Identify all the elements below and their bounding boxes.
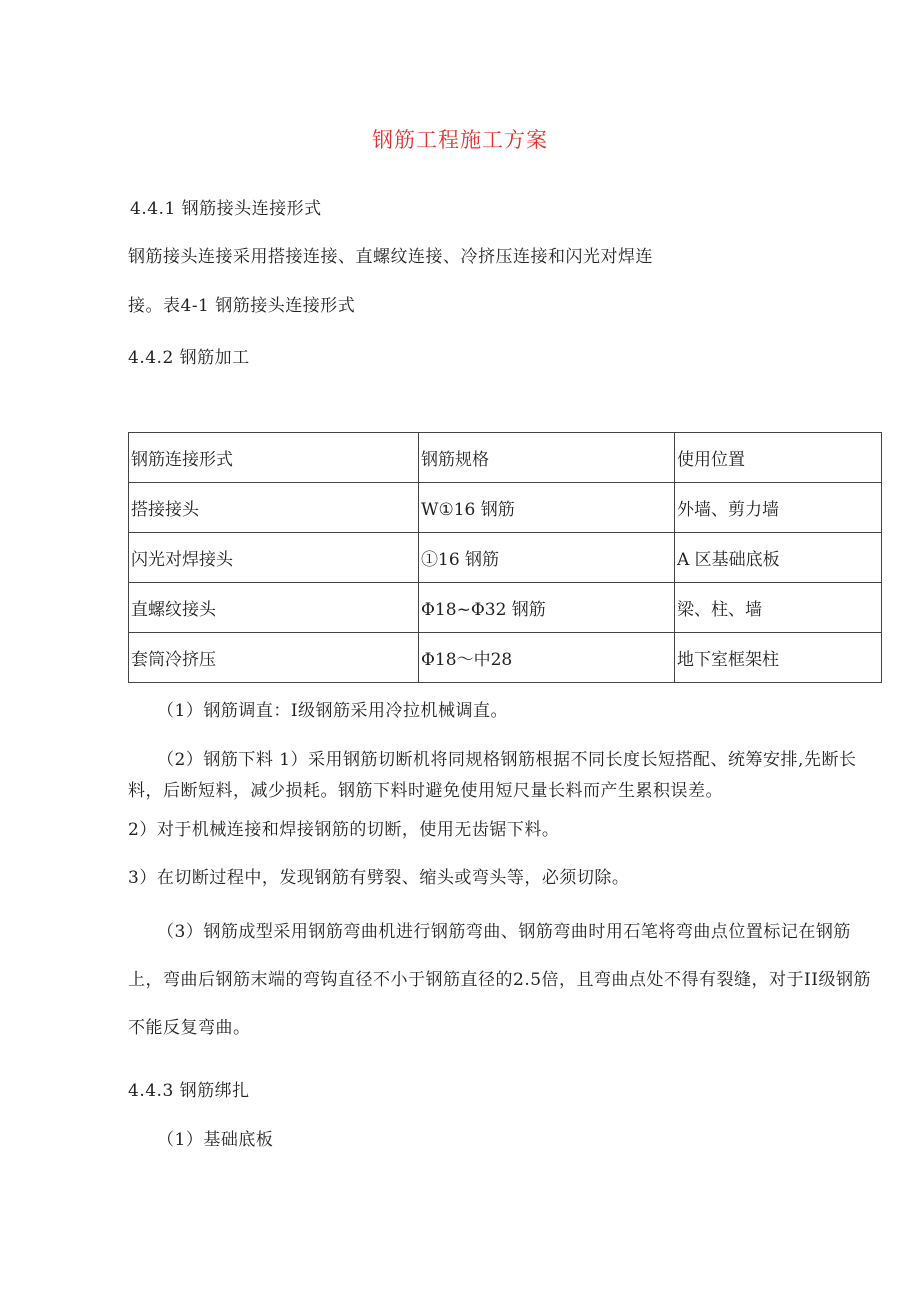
page-title: 钢筋工程施工方案 (372, 128, 548, 152)
paragraph-cutting-2: 2）对于机械连接和焊接钢筋的切断，使用无齿锯下料。 (128, 820, 560, 840)
table-cell: 直螺纹接头 (129, 583, 419, 633)
table-cell: Φ18~Φ32 钢筋 (419, 583, 675, 633)
section-heading-4-4-2: 4.4.2 钢筋加工 (128, 348, 250, 368)
paragraph-cutting: （2）钢筋下料 1）采用钢筋切断机将同规格钢筋根据不同长度长短搭配、统筹安排,先断长料，后断短料，减少损耗。钢筋下料时避免使用短尺量长料而产生累积误差。 (128, 750, 857, 801)
rebar-joint-table (128, 432, 882, 683)
table-cell: W①16 钢筋 (419, 483, 675, 533)
table-row (129, 633, 882, 683)
section-heading-4-4-1: 4.4.1 钢筋接头连接形式 (130, 199, 322, 219)
paragraph-joint-methods: 钢筋接头连接采用搭接连接、直螺纹连接、冷挤压连接和闪光对焊连 (128, 247, 653, 267)
table-cell: Φ18～中28 (419, 633, 675, 683)
paragraph-bending: （3）钢筋成型采用钢筋弯曲机进行钢筋弯曲、钢筋弯曲时用石笔将弯曲点位置标记在钢筋上，弯曲后钢筋末端的弯钩直径不小于钢筋直径的2.5倍，且弯曲点处不得有裂缝，对于II级钢筋不能反复弯曲。 (128, 922, 871, 1038)
section-heading-4-4-3: 4.4.3 钢筋绑扎 (128, 1081, 250, 1101)
table-cell: 套筒冷挤压 (129, 633, 419, 683)
table-cell: ①16 钢筋 (419, 533, 675, 583)
table-cell: 闪光对焊接头 (129, 533, 419, 583)
paragraph-table-caption: 接。表4-1 钢筋接头连接形式 (128, 296, 356, 316)
table-cell: 梁、柱、墙 (675, 583, 882, 633)
paragraph-straightening: （1）钢筋调直：I级钢筋采用冷拉机械调直。 (157, 701, 509, 721)
table-cell: 外墙、剪力墙 (675, 483, 882, 533)
paragraph-foundation-slab: （1）基础底板 (157, 1130, 274, 1150)
table-row (129, 533, 882, 583)
table-cell: A 区基础底板 (675, 533, 882, 583)
table-header-cell: 使用位置 (675, 433, 882, 483)
table-header-row (129, 433, 882, 483)
table-cell: 搭接接头 (129, 483, 419, 533)
paragraph-cutting-3: 3）在切断过程中，发现钢筋有劈裂、缩头或弯头等，必须切除。 (128, 868, 630, 888)
table-row (129, 583, 882, 633)
table-row (129, 483, 882, 533)
table-header-cell: 钢筋连接形式 (129, 433, 419, 483)
table-cell: 地下室框架柱 (675, 633, 882, 683)
table-header-cell: 钢筋规格 (419, 433, 675, 483)
